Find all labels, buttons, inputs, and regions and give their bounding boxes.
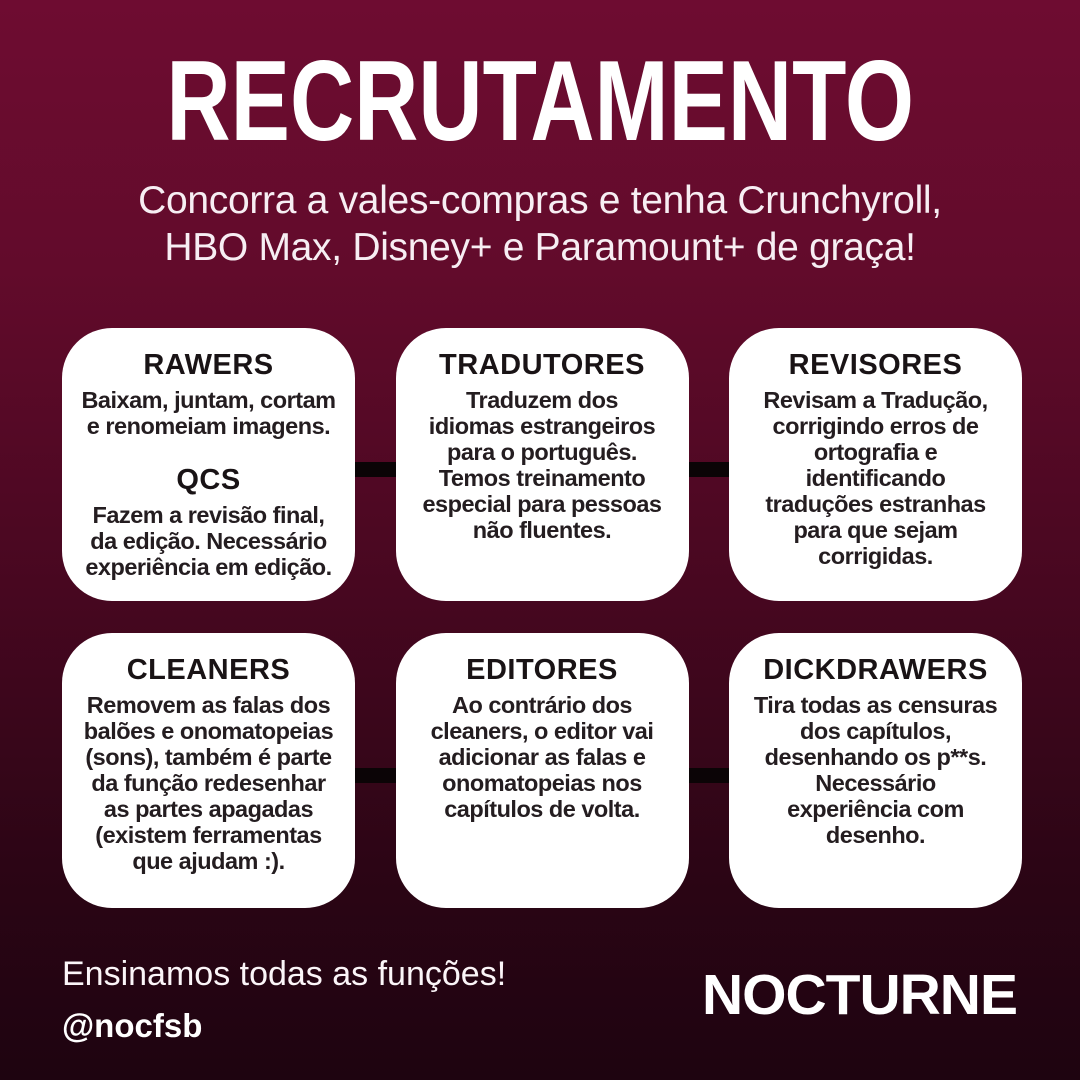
card-section <box>763 348 987 569</box>
role-card-rawers <box>62 328 355 601</box>
cards-row-1 <box>62 328 1022 601</box>
card-body-cleaners: Removem as falas dos balões e onomatopeias (sons), também é parte da função redesenhar as partes apagadas (existem ferramentas que ajudam :). <box>83 692 334 874</box>
subtitle-line-1: Concorra a vales-compras e tenha Crunchyroll, <box>138 179 942 222</box>
card-body-rawers: Baixam, juntam, cortam e renomeiam imagens. <box>81 387 336 439</box>
page-title <box>0 38 1080 165</box>
page-title-text: RECRUTAMENTO <box>166 38 914 165</box>
card-section <box>422 348 661 543</box>
card-body-revisores: Revisam a Tradução, corrigindo erros de ortografia e identificando traduções estranhas para que sejam corrigidas. <box>763 387 988 569</box>
card-body-qcs: Fazem a revisão final, da edição. Necessário experiência em edição. <box>85 502 332 580</box>
card-section <box>85 463 331 580</box>
card-heading-revisores: REVISORES <box>788 349 963 381</box>
card-heading-rawers: RAWERS <box>143 349 274 381</box>
card-body-editores: Ao contrário dos cleaners, o editor vai adicionar as falas e onomatopeias nos capítulos de volta. <box>430 692 654 822</box>
role-card-cleaners <box>62 633 355 908</box>
role-card-revisores <box>729 328 1022 601</box>
card-body-dickdrawers: Tira todas as censuras dos capítulos, desenhando os p**s. Necessário experiência com desenho. <box>753 692 998 848</box>
role-card-tradutores <box>396 328 689 601</box>
role-card-editores <box>396 633 689 908</box>
cards-row-2 <box>62 633 1022 908</box>
teach-all-roles-text: Ensinamos todas as funções! <box>62 955 507 993</box>
role-card-dickdrawers <box>729 633 1022 908</box>
card-section <box>754 653 997 848</box>
card-heading-dickdrawers: DICKDRAWERS <box>763 654 988 686</box>
card-heading-cleaners: CLEANERS <box>126 654 291 686</box>
card-heading-editores: EDITORES <box>466 654 618 686</box>
card-body-tradutores: Traduzem dos idiomas estrangeiros para o português. Temos treinamento especial para pessoas não fluentes. <box>422 387 662 543</box>
subtitle-line-2: HBO Max, Disney+ e Paramount+ de graça! <box>164 226 916 269</box>
brand-logo: NOCTURNE <box>702 963 1017 1027</box>
card-heading-qcs: QCS <box>176 464 241 496</box>
social-handle: @nocfsb <box>62 1007 203 1044</box>
card-section <box>84 653 333 874</box>
card-heading-tradutores: TRADUTORES <box>439 349 645 381</box>
subtitle <box>0 177 1080 271</box>
card-section <box>431 653 654 822</box>
card-section <box>81 348 335 439</box>
